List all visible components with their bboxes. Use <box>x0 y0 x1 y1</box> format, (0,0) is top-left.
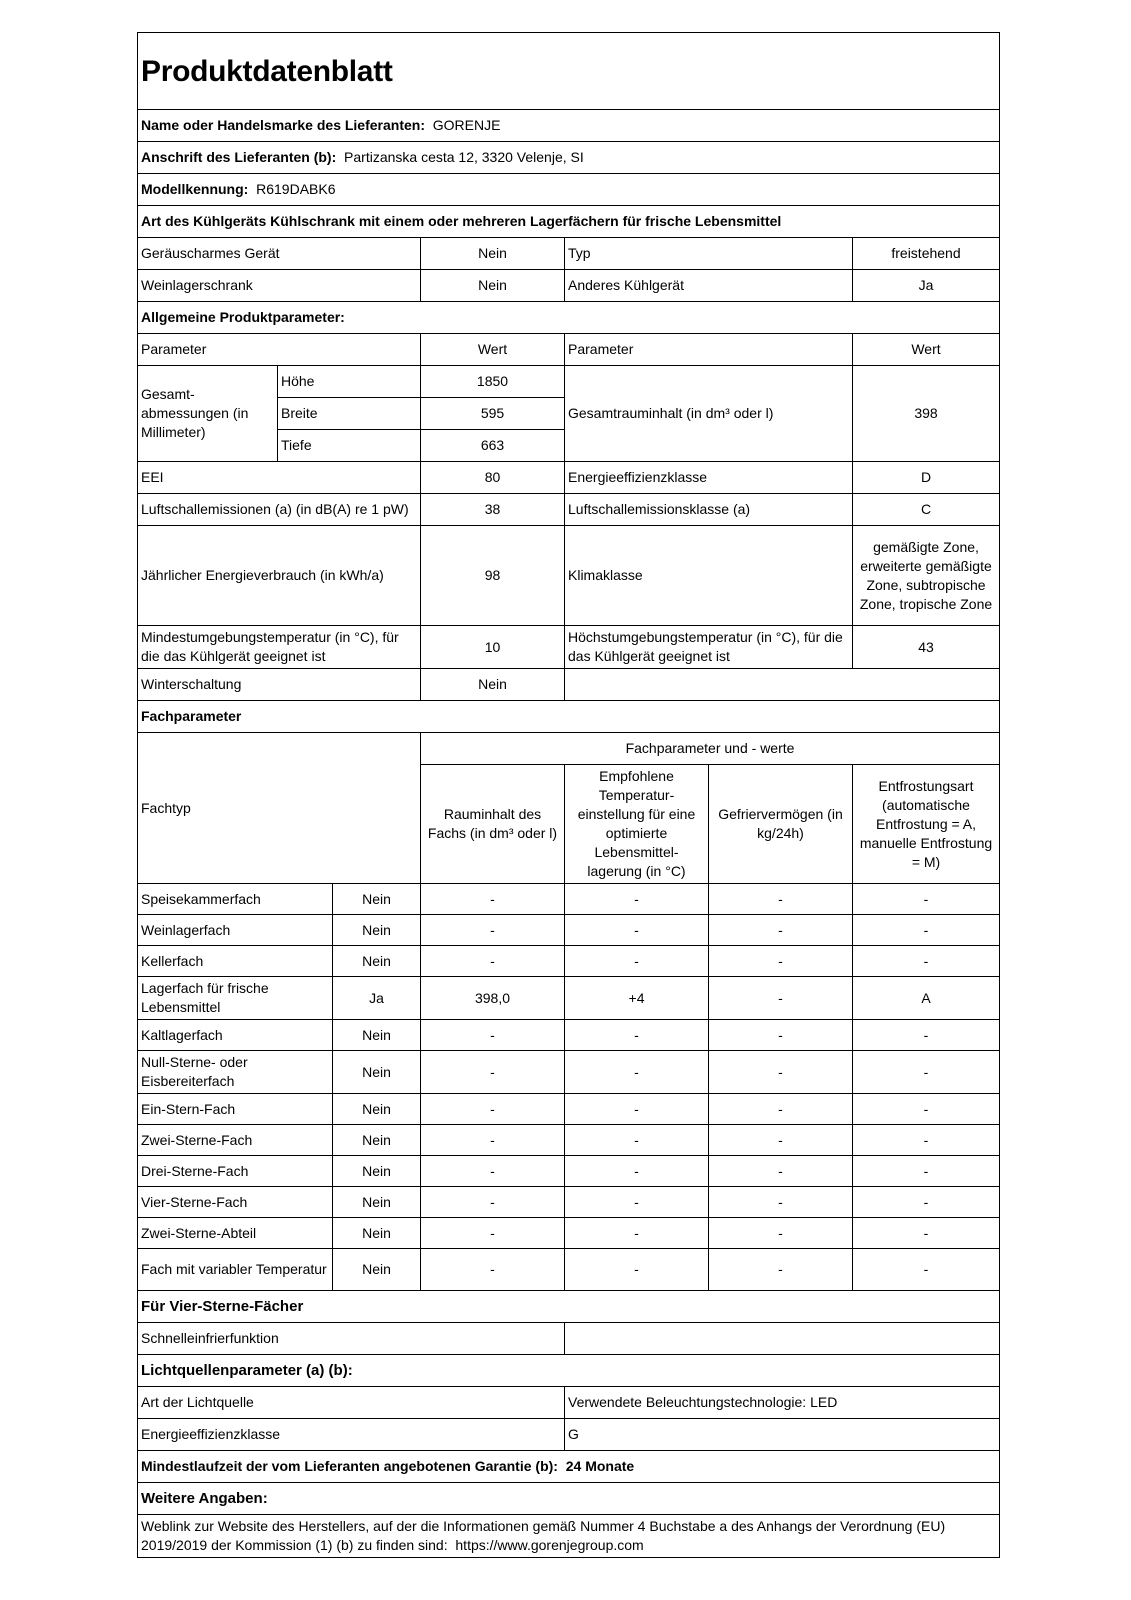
max-temp-value: 43 <box>853 626 1000 669</box>
compartment-row <box>138 1020 1000 1051</box>
value-header-left: Wert <box>421 334 565 366</box>
compartment-temp: - <box>565 1020 709 1051</box>
more-info-heading: Weitere Angaben: <box>138 1483 1000 1515</box>
compartment-present: Nein <box>333 1051 421 1094</box>
compartment-present: Nein <box>333 1020 421 1051</box>
compartment-defrost: A <box>853 977 1000 1020</box>
compartment-defrost: - <box>853 884 1000 915</box>
compartment-row <box>138 977 1000 1020</box>
compartment-freeze: - <box>709 884 853 915</box>
compartment-temp: - <box>565 915 709 946</box>
compartment-row <box>138 915 1000 946</box>
compartment-temp: - <box>565 1125 709 1156</box>
compartment-defrost: - <box>853 1094 1000 1125</box>
compartment-temp: - <box>565 1187 709 1218</box>
compartment-row <box>138 1156 1000 1187</box>
compartment-present: Nein <box>333 884 421 915</box>
winter-value: Nein <box>421 669 565 701</box>
typ-label: Typ <box>565 238 853 270</box>
model-value: R619DABK6 <box>256 181 336 197</box>
energy-class-value: D <box>853 462 1000 494</box>
model-label: Modellkennung: <box>141 181 249 197</box>
warranty-label: Mindestlaufzeit der vom Lieferanten angebotenen Garantie (b): <box>141 1458 558 1474</box>
compartment-row <box>138 884 1000 915</box>
width-label: Breite <box>278 398 421 430</box>
consumption-value: 98 <box>421 526 565 626</box>
compartment-temp: - <box>565 884 709 915</box>
compartment-volume: - <box>421 884 565 915</box>
empty-cell <box>565 669 1000 701</box>
min-temp-value: 10 <box>421 626 565 669</box>
compartment-volume: - <box>421 1094 565 1125</box>
col-volume-header: Rauminhalt des Fachs (in dm³ oder l) <box>421 765 565 884</box>
compartment-defrost: - <box>853 1187 1000 1218</box>
product-data-sheet <box>137 32 1000 1558</box>
light-class-label: Energieeffizienzklasse <box>138 1419 565 1451</box>
noise-value: 38 <box>421 494 565 526</box>
compartment-row <box>138 1051 1000 1094</box>
compartment-present: Nein <box>333 1249 421 1291</box>
compartment-defrost: - <box>853 1249 1000 1291</box>
compartment-defrost: - <box>853 1051 1000 1094</box>
device-type-label: Art des Kühlgeräts <box>141 213 267 229</box>
quick-freeze-label: Schnelleinfrierfunktion <box>138 1323 565 1355</box>
compartment-name: Ein-Stern-Fach <box>138 1094 333 1125</box>
compartment-defrost: - <box>853 1218 1000 1249</box>
compartment-temp: - <box>565 1218 709 1249</box>
quick-freeze-value <box>565 1323 1000 1355</box>
other-device-value: Ja <box>853 270 1000 302</box>
light-type-value: Verwendete Beleuchtungstechnologie: LED <box>565 1387 1000 1419</box>
compartment-defrost: - <box>853 946 1000 977</box>
compartment-volume: - <box>421 1051 565 1094</box>
other-device-label: Anderes Kühlgerät <box>565 270 853 302</box>
noise-class-label: Luftschallemissionsklasse (a) <box>565 494 853 526</box>
compartment-present: Nein <box>333 915 421 946</box>
compartment-temp: - <box>565 946 709 977</box>
height-value: 1850 <box>421 366 565 398</box>
compartment-freeze: - <box>709 946 853 977</box>
light-type-label: Art der Lichtquelle <box>138 1387 565 1419</box>
compartment-name: Weinlagerfach <box>138 915 333 946</box>
min-temp-label: Mindestumgebungstemperatur (in °C), für die das Kühlgerät geeignet ist <box>138 626 421 669</box>
compartment-defrost: - <box>853 1156 1000 1187</box>
volume-value: 398 <box>853 366 1000 462</box>
compartment-freeze: - <box>709 1051 853 1094</box>
warranty-row <box>138 1451 1000 1483</box>
col-defrost-header: Entfrostungsart (automatische Entfrostung = A, manuelle Entfrostung = M) <box>853 765 1000 884</box>
col-freeze-header: Gefriervermögen (in kg/24h) <box>709 765 853 884</box>
compartment-freeze: - <box>709 1094 853 1125</box>
light-heading: Lichtquellenparameter (a) (b): <box>138 1355 1000 1387</box>
compartment-temp: - <box>565 1249 709 1291</box>
depth-label: Tiefe <box>278 430 421 462</box>
typ-value: freistehend <box>853 238 1000 270</box>
compartment-present: Ja <box>333 977 421 1020</box>
compartment-row <box>138 1094 1000 1125</box>
compartment-volume: - <box>421 1187 565 1218</box>
compartment-temp: +4 <box>565 977 709 1020</box>
compartment-group-header: Fachparameter und - werte <box>421 733 1000 765</box>
compartment-name: Null-Sterne- oder Eisbereiterfach <box>138 1051 333 1094</box>
dimensions-label: Gesamt-abmessungen (in Millimeter) <box>138 366 278 462</box>
compartment-name: Lagerfach für frische Lebensmittel <box>138 977 333 1020</box>
model-row <box>138 174 1000 206</box>
wine-cabinet-label: Weinlagerschrank <box>138 270 421 302</box>
more-info-text: Weblink zur Website des Herstellers, auf der die Informationen gemäß Nummer 4 Buchstabe a des Anhangs der Verordnung (EU) 2019/2019 der Kommission (1) (b) zu finden sind: <box>141 1518 946 1553</box>
compartment-heading: Fachparameter <box>138 701 1000 733</box>
device-type-value: Kühlschrank mit einem oder mehreren Lagerfächern für frische Lebensmittel <box>270 213 782 229</box>
compartment-freeze: - <box>709 1218 853 1249</box>
noise-class-value: C <box>853 494 1000 526</box>
consumption-label: Jährlicher Energieverbrauch (in kWh/a) <box>138 526 421 626</box>
compartment-volume: - <box>421 915 565 946</box>
general-heading: Allgemeine Produktparameter: <box>138 302 1000 334</box>
compartment-present: Nein <box>333 1125 421 1156</box>
winter-label: Winterschaltung <box>138 669 421 701</box>
width-value: 595 <box>421 398 565 430</box>
compartment-freeze: - <box>709 977 853 1020</box>
compartment-row <box>138 946 1000 977</box>
compartment-volume: - <box>421 1249 565 1291</box>
compartment-defrost: - <box>853 1125 1000 1156</box>
energy-class-label: Energieeffizienzklasse <box>565 462 853 494</box>
compartment-present: Nein <box>333 1218 421 1249</box>
compartment-name: Vier-Sterne-Fach <box>138 1187 333 1218</box>
compartment-volume: - <box>421 946 565 977</box>
wine-cabinet-value: Nein <box>421 270 565 302</box>
compartment-volume: - <box>421 1218 565 1249</box>
compartment-name: Kellerfach <box>138 946 333 977</box>
compartment-temp: - <box>565 1156 709 1187</box>
value-header-right: Wert <box>853 334 1000 366</box>
compartment-defrost: - <box>853 1020 1000 1051</box>
compartment-name: Zwei-Sterne-Fach <box>138 1125 333 1156</box>
eei-label: EEI <box>138 462 421 494</box>
compartment-present: Nein <box>333 1156 421 1187</box>
climate-value: gemäßigte Zone, erweiterte gemäßigte Zone, subtropische Zone, tropische Zone <box>853 526 1000 626</box>
compartment-row <box>138 1218 1000 1249</box>
compartment-volume: - <box>421 1125 565 1156</box>
compartment-freeze: - <box>709 915 853 946</box>
compartment-row <box>138 1187 1000 1218</box>
supplier-name-value: GORENJE <box>432 117 501 133</box>
compartment-present: Nein <box>333 1187 421 1218</box>
compartment-freeze: - <box>709 1187 853 1218</box>
compartment-freeze: - <box>709 1020 853 1051</box>
compartment-freeze: - <box>709 1249 853 1291</box>
volume-label: Gesamtrauminhalt (in dm³ oder l) <box>565 366 853 462</box>
climate-label: Klimaklasse <box>565 526 853 626</box>
supplier-address-label: Anschrift des Lieferanten (b): <box>141 149 337 165</box>
device-type-row <box>138 206 1000 238</box>
warranty-value: 24 Monate <box>565 1458 635 1474</box>
compartment-freeze: - <box>709 1156 853 1187</box>
compartment-temp: - <box>565 1051 709 1094</box>
compartment-present: Nein <box>333 1094 421 1125</box>
compartment-volume: - <box>421 1020 565 1051</box>
param-header-right: Parameter <box>565 334 853 366</box>
max-temp-label: Höchstumgebungstemperatur (in °C), für die das Kühlgerät geeignet ist <box>565 626 853 669</box>
height-label: Höhe <box>278 366 421 398</box>
compartment-volume: 398,0 <box>421 977 565 1020</box>
compartment-present: Nein <box>333 946 421 977</box>
supplier-name-label: Name oder Handelsmarke des Lieferanten: <box>141 117 425 133</box>
eei-value: 80 <box>421 462 565 494</box>
low-noise-value: Nein <box>421 238 565 270</box>
param-header-left: Parameter <box>138 334 421 366</box>
supplier-address-value: Partizanska cesta 12, 3320 Velenje, SI <box>344 149 584 165</box>
compartment-freeze: - <box>709 1125 853 1156</box>
depth-value: 663 <box>421 430 565 462</box>
compartment-defrost: - <box>853 915 1000 946</box>
compartment-name: Fach mit variabler Temperatur <box>138 1249 333 1291</box>
compartment-row <box>138 1249 1000 1291</box>
compartment-name: Kaltlagerfach <box>138 1020 333 1051</box>
compartment-volume: - <box>421 1156 565 1187</box>
supplier-name-row <box>138 110 1000 142</box>
light-class-value: G <box>565 1419 1000 1451</box>
compartment-temp: - <box>565 1094 709 1125</box>
col-temp-header: Empfohlene Temperatur-einstellung für eine optimierte Lebensmittel-lagerung (in °C) <box>565 765 709 884</box>
low-noise-label: Geräuscharmes Gerät <box>138 238 421 270</box>
compartment-name: Drei-Sterne-Fach <box>138 1156 333 1187</box>
page-title: Produktdatenblatt <box>138 33 1000 110</box>
manufacturer-link[interactable]: https://www.gorenjegroup.com <box>455 1537 644 1553</box>
four-star-heading: Für Vier-Sterne-Fächer <box>138 1291 1000 1323</box>
supplier-address-row <box>138 142 1000 174</box>
noise-label: Luftschallemissionen (a) (in dB(A) re 1 pW) <box>138 494 421 526</box>
compartment-type-header: Fachtyp <box>138 733 421 884</box>
compartment-name: Speisekammerfach <box>138 884 333 915</box>
compartment-name: Zwei-Sterne-Abteil <box>138 1218 333 1249</box>
compartment-row <box>138 1125 1000 1156</box>
more-info-row <box>138 1515 1000 1558</box>
